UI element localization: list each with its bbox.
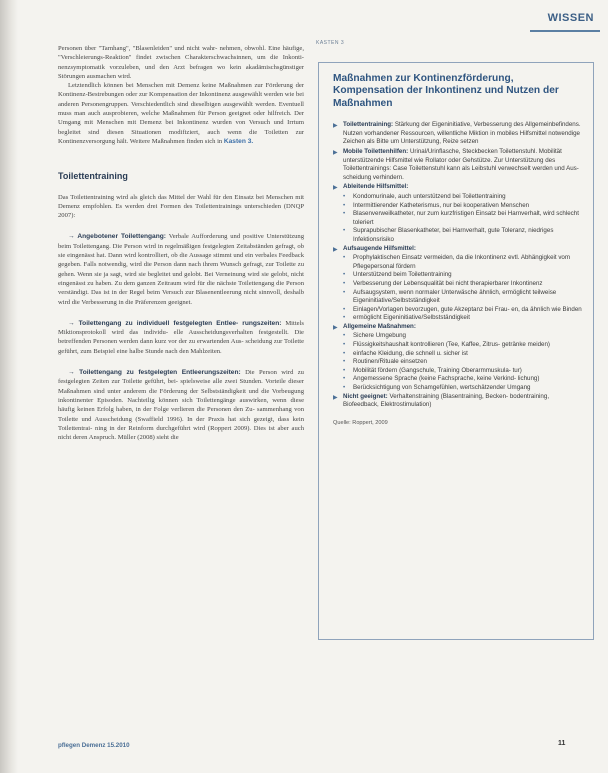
sub-item	[333, 306, 585, 315]
sub-item	[333, 384, 585, 393]
box-item-allgemein	[333, 323, 585, 332]
paragraph-6	[58, 368, 304, 442]
sub-item-text: einfache Kleidung, die schnell u. sicher ist	[353, 349, 468, 357]
bullet-dot-icon: •	[343, 254, 346, 262]
sub-item-text: Routinen/Rituale einsetzen	[353, 358, 427, 366]
sub-item	[333, 314, 585, 323]
bullet-dot-icon: •	[343, 227, 346, 235]
paragraph-1: Personen über "Tarnhang", "Blasenleiden" und nicht wahr- nehmen, obwohl. Eine häufige, "Verschleierungs-Reaktion" findet zwischen Charakterschwachsinnen, um die Inkonti- nenzsymptomatik vorzuleben, und den Arzt befragen wo kein akadämischsgünstiger Störungen ausmachen wird.	[58, 45, 304, 80]
sub-item-text: Mobilität fördern (Gangschule, Training Oberarmmuskula- tur)	[353, 366, 522, 374]
bullet-dot-icon: •	[343, 210, 346, 218]
box-item-nicht-geeignet	[333, 393, 585, 410]
sub-item-text: Angemessene Sprache (keine Fachsprache, keine Verkind- lichung)	[353, 375, 540, 383]
sub-item	[333, 202, 585, 211]
sub-item	[333, 271, 585, 280]
paragraph-5-lead: → Toilettengang zu individuell festgelegten Entlee- rungszeiten:	[68, 319, 282, 327]
paragraph-5	[58, 319, 304, 356]
triangle-bullet-icon: ▶	[333, 150, 338, 156]
paragraph-5-text: Mittels Miktionsprotokoll wird das individu- elle Ausscheidungsverhalten festgestellt. Die betreffenden Personen werden dann kurz vor der zu erwartenden Aus- scheidung zur Toilette geführt, zum Beispiel eine halbe Stunde nach den Mahlzeiten.	[58, 319, 304, 355]
box-item-toilettentraining	[333, 121, 585, 147]
box-item-aufsaugend	[333, 245, 585, 254]
box-item-label: Aufsaugende Hilfsmittel:	[343, 244, 416, 252]
sub-item-text: Blasenverweilkatheter, nur zum kurzfristigen Einsatz bei Harnverhalt, wird schlecht toleriert	[353, 210, 579, 226]
sub-item-text: Sichere Umgebung	[353, 332, 406, 340]
bullet-dot-icon: •	[343, 271, 346, 279]
page-number: 11	[558, 740, 566, 747]
paragraph-2-text: Letztendlich können bei Menschen mit Demenz keine Maßnahmen zur Förderung der Kontinenz-Bestrebungen oder zur Kompensation der Inkontinenz ausgewählt werden wie bei anderen Personengruppen. Verschiedentlich sind dieselbigen ausgewählt werden. Eventuell muss man auch ausprobieren, welche Maßnahmen für Person geeignet oder hilfreich. Der Umgang mit Menschen mit Demenz bei Inkontinenz wurden von Versuch und Irrtum begleitet sind diesen Situationen modifiziert, auch wenn die Toiletten zur Kontinenzversorgung hält. Weitere Maßnahmen finden sich in	[58, 82, 304, 145]
paragraph-6-lead: → Toilettengang zu festgelegten Entleerungszeiten:	[68, 369, 241, 377]
section-rule	[530, 30, 600, 32]
sub-item	[333, 332, 585, 341]
kasten-3-box	[318, 62, 594, 640]
sub-item	[333, 254, 585, 271]
sub-item-text: Flüssigkeitshaushalt kontrollieren (Tee, Kaffee, Zitrus- getränke meiden)	[353, 341, 550, 349]
bullet-dot-icon: •	[343, 366, 346, 374]
left-column	[58, 44, 304, 442]
box-item-label: Allgemeine Maßnahmen:	[343, 322, 416, 330]
bullet-dot-icon: •	[343, 314, 346, 322]
paragraph-2	[58, 81, 304, 146]
bullet-dot-icon: •	[343, 279, 346, 287]
paragraph-4-text: Verbale Aufforderung und positive Unterstützung beim Toilettengang. Die Person wird in regelmäßigen festgelegten Zeitabständen gefragt, ob sie eingenässt hat. Dann wird kontrolliert, ob die Aussage stimmt und ein verbales Feedback gegeben. Falls notwendig, wird die Person dann nach ihrem Wunsch gefragt, zur Toilette zu gehen. Wenn sie ja sagt, wird sie begleitet und gelobt. Bei Verneinung wird sie gelobt, nicht eingenässt zu haben. Zu dem ganzen Zeitraum wird für die nächste Toilettengang die Person verständigt. Das ist in der Regel beim Versuch zur Blasenentleerung nicht sinnvoll, deshalb wird die Verbesserung in die Präferenzen geeignet.	[58, 233, 305, 306]
paragraph-3: Das Toilettentraining wird als gleich das Mittel der Wahl für den Einsatz bei Menschen mit Demenz empfohlen. Es werden drei Formen des Toilettentrainings unterschieden (DNQP 2007):	[58, 193, 304, 220]
bullet-dot-icon: •	[343, 201, 346, 209]
box-item-text: Verhaltenstraining (Blasentraining, Becken- bodentraining, Biofeedback, Elektrostimulation)	[343, 392, 550, 409]
sub-item-text: Berücksichtigung von Schamgefühlen, wertschätzender Umgang	[353, 384, 531, 392]
bullet-dot-icon: •	[343, 305, 346, 313]
sub-item-text: Aufsaugsystem, wenn normaler Unterwäsche ähnlich, ermöglicht teilweise Eigeninitiative/Selbstständigkeit	[353, 288, 557, 305]
box-item-label: Toilettentraining:	[343, 121, 394, 129]
toilettentraining-heading: Toilettentraining	[58, 171, 128, 182]
box-item-label: Nicht geeignet:	[343, 392, 388, 400]
sub-item	[333, 227, 585, 244]
sub-item-text: Suprapubischer Blasenkatheter, bei Harnverhalt, gute Toleranz, niedriges Infektionsrisiko	[353, 227, 554, 243]
sub-item-text: Intermittierender Katheterismus, nur bei kooperativen Menschen	[353, 201, 530, 209]
sub-item-text: Kondomurinale, auch unterstützend bei Toilettentraining	[353, 192, 506, 200]
sub-item	[333, 358, 585, 367]
box-item-text: Urinal/Urinflasche, Steckbecken Toilettenstuhl. Mobilität unterstützende Hilfsmittel wie Rollator oder Gehstütze. Zur Unterstützung des Toilettentrainings: Case Toilettenstuhl kann als Leibstuhl verwechselt werden und Aus- scheidung verhindern.	[343, 148, 579, 181]
bullet-dot-icon: •	[343, 358, 346, 366]
sub-item	[333, 375, 585, 384]
bullet-dot-icon: •	[343, 375, 346, 383]
sub-item-text: ermöglicht Eigeninitiative/Selbstständigkeit	[353, 314, 470, 322]
sub-item	[333, 280, 585, 289]
sub-item	[333, 289, 585, 306]
box-source: Quelle: Roppert, 2009	[333, 419, 388, 426]
sub-item	[333, 210, 585, 227]
box-item-ableitend	[333, 183, 585, 192]
triangle-bullet-icon: ▶	[333, 246, 338, 253]
sub-item	[333, 341, 585, 350]
sub-item-text: Verbesserung der Lebensqualität bei nicht therapierbarer Inkontinenz	[353, 279, 543, 287]
paragraph-4	[58, 232, 304, 306]
bullet-dot-icon: •	[343, 349, 346, 357]
section-heading: WISSEN	[547, 12, 594, 24]
paragraph-6-text: Die Person wird zu festgelegten Zeiten zur Toilette geführt, bei- spielsweise alle zwei Stunden. Vorteile dieser Maßnahmen sind unter anderem die Förderung der Selbstständigkeit und die Vorbeugung inkontinenter Episoden. Nachteilig können sich Toilettengänge auswirken, wenn diese häufig keinen Erfolg haben, in der Folge verlieren die Personen den Zu- sammenhang von Toilette und Ausscheidung (Swaffield 1996). In der Praxis hat sich gezeigt, dass kein Toilettentrai- ning in der Reinform durchgeführt wird (Roppert 2009). Dies ist aber auch nicht deren Anspruch. Müller (2008) sieht die	[58, 369, 304, 442]
kasten-tag: KASTEN 3	[316, 40, 345, 46]
bullet-dot-icon: •	[343, 192, 346, 200]
box-item-label: Ableitende Hilfsmittel:	[343, 183, 409, 191]
box-item-mobile	[333, 148, 585, 182]
bullet-dot-icon: •	[343, 288, 346, 296]
kasten-link[interactable]: Kasten 3.	[223, 137, 254, 145]
bullet-dot-icon: •	[343, 384, 346, 392]
page-binding-shadow	[0, 0, 18, 773]
box-title: Maßnahmen zur Kontinenzförderung, Kompensation der Inkontinenz und Nutzen der Maßnahmen	[333, 73, 559, 109]
sub-item-text: Unterstützend beim Toilettentraining	[353, 271, 452, 279]
box-item-text: Stärkung der Eigeninitiative, Verbesserung des Allgemeinbefindens. Nutzen vorhandener Ressourcen, willentliche Miktion in mobiles Hilfsmittel notwendige Zeichen als Bitte um Unterstützung, Reize setzen	[343, 121, 581, 146]
triangle-bullet-icon: ▶	[333, 185, 338, 192]
bullet-dot-icon: •	[343, 332, 346, 340]
footer-journal: pflegen Demenz 15.2010	[58, 742, 130, 749]
box-item-label: Mobile Toilettenhilfen:	[343, 148, 409, 155]
sub-item	[333, 350, 585, 359]
sub-item	[333, 367, 585, 376]
bullet-dot-icon: •	[343, 341, 346, 349]
sub-item-text: Prophylaktischen Einsatz vermeiden, da die Inkontinenz evtl. Abhängigkeit vom Pflegepersonal fördern	[353, 254, 571, 270]
paragraph-4-lead: → Angebotener Toilettengang:	[68, 233, 166, 241]
triangle-bullet-icon: ▶	[333, 324, 338, 331]
sub-item-text: Einlagen/Vorlagen bevorzugen, gute Akzeptanz bei Frau- en, da ähnlich wie Binden	[353, 305, 582, 313]
triangle-bullet-icon: ▶	[333, 123, 338, 130]
sub-item	[333, 193, 585, 202]
triangle-bullet-icon: ▶	[333, 394, 338, 401]
